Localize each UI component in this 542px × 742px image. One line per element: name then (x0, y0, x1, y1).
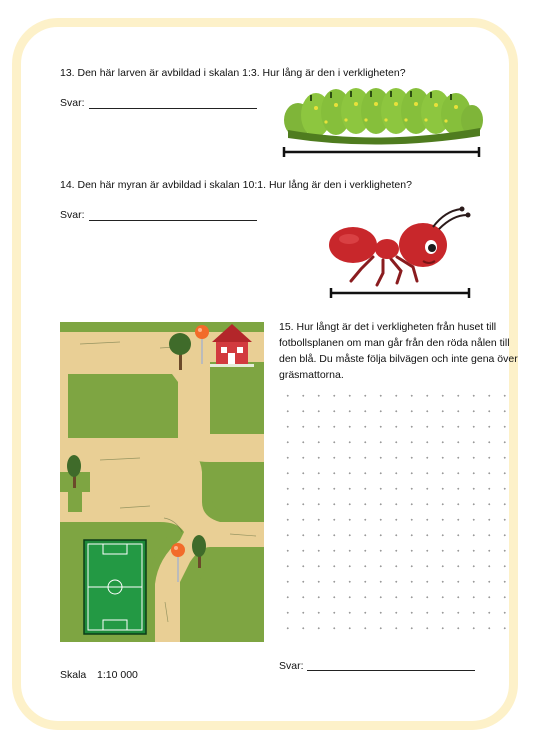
map-scale-label: Skala (60, 669, 87, 681)
map-scale-value: 1:10 000 (97, 669, 138, 681)
question-14-answer-label: Svar: (60, 209, 85, 221)
question-15-answer-label: Svar: (279, 660, 304, 672)
question-13-answer-label: Svar: (60, 97, 85, 109)
question-15-answer-line[interactable] (307, 670, 475, 671)
question-13-text: 13. Den här larven är avbildad i skalan 1:3. Hur lång är den i verkligheten? (60, 67, 406, 79)
football-field (84, 540, 146, 634)
caterpillar-body (284, 88, 483, 145)
question-13-answer-line[interactable] (89, 108, 257, 109)
ant-measure-bar (331, 288, 469, 298)
ant-eye (425, 240, 437, 254)
question-14-answer-line[interactable] (89, 220, 257, 221)
ant-antennae (433, 209, 467, 229)
question-15-text: 15. Hur långt är det i verkligheten från huset till fotbollsplanen om man går från den röda nålen till den blå. Du måste följa bilvägen och inte gena över gräsmattorna. (279, 321, 518, 381)
question-14-text: 14. Den här myran är avbildad i skalan 10:1. Hur lång är den i verkligheten? (60, 179, 412, 191)
ant-illustration (325, 205, 475, 300)
dot-grid-workspace[interactable] (280, 388, 518, 633)
map-illustration (60, 322, 264, 642)
caterpillar-illustration (280, 90, 485, 150)
